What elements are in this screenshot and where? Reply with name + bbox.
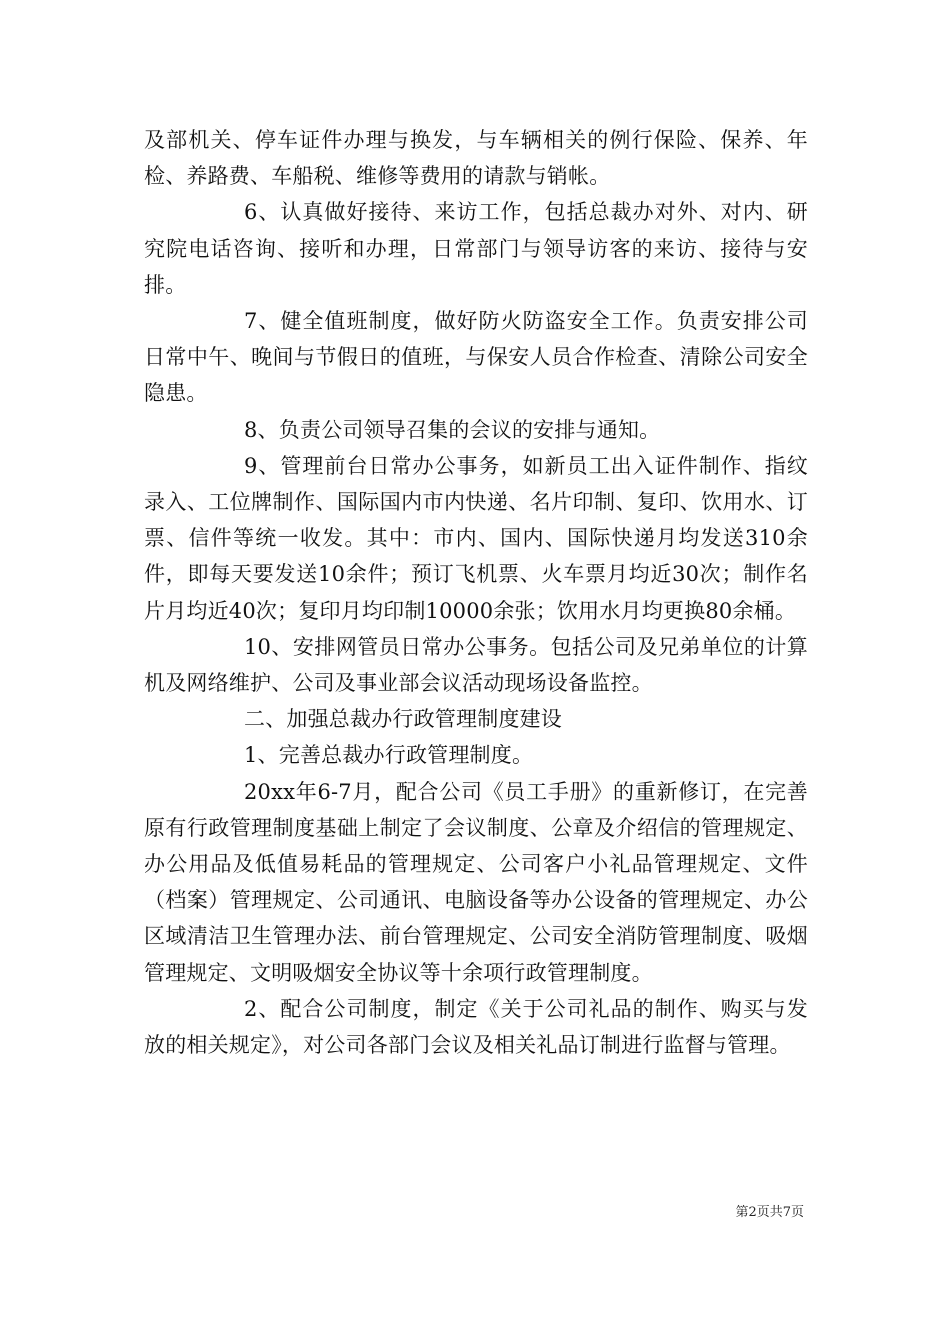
subheading-item-1-improve-system: 1、完善总裁办行政管理制度。 (244, 743, 534, 768)
page-number-footer: 第2页共7页 (735, 1205, 804, 1220)
paragraph-item-2-gift-rules: 2、配合公司制度，制定《关于公司礼品的制作、购买与发放的相关规定》，对公司各部门会议及相关礼品订制进行监督与管理。 (144, 996, 808, 1058)
paragraph-item-8-meetings: 8、负责公司领导召集的会议的安排与通知。 (244, 417, 661, 442)
section-heading-admin-system: 二、加强总裁办行政管理制度建设 (244, 707, 562, 732)
paragraph-item-7-duty-system: 7、健全值班制度，做好防火防盗安全工作。负责安排公司日常中午、晚间与节假日的值班，与保安人员合作检查、清除公司安全隐患。 (144, 309, 808, 406)
paragraph-item-9-front-desk: 9、管理前台日常办公事务，如新员工出入证件制作、指纹录入、工位牌制作、国际国内市内快递、名片印制、复印、饮用水、订票、信件等统一收发。其中：市内、国内、国际快递月均发送310余件，即每天要发送10余件；预订飞机票、火车票月均近30次；制作名片月均近40次；复印月均印制10000余张；饮用水月均更换80余桶。 (144, 453, 808, 623)
paragraph-vehicle-affairs-continued: 及部机关、停车证件办理与换发，与车辆相关的例行保险、保养、年检、养路费、车船税、维修等费用的请款与销帐。 (144, 128, 808, 189)
document-body (144, 122, 808, 1063)
paragraph-item-10-network-admin: 10、安排网管员日常办公事务。包括公司及兄弟单位的计算机及网络维护、公司及事业部会议活动现场设备监控。 (144, 634, 808, 696)
paragraph-item-6-reception: 6、认真做好接待、来访工作，包括总裁办对外、对内、研究院电话咨询、接听和办理，日常部门与领导访客的来访、接待与安排。 (144, 200, 808, 297)
paragraph-system-revision: 20xx年6-7月，配合公司《员工手册》的重新修订，在完善原有行政管理制度基础上制定了会议制度、公章及介绍信的管理规定、办公用品及低值易耗品的管理规定、公司客户小礼品管理规定、文件（档案）管理规定、公司通讯、电脑设备等办公设备的管理规定、办公区域清洁卫生管理办法、前台管理规定、公司安全消防管理制度、吸烟管理规定、文明吸烟安全协议等十余项行政管理制度。 (144, 779, 808, 985)
